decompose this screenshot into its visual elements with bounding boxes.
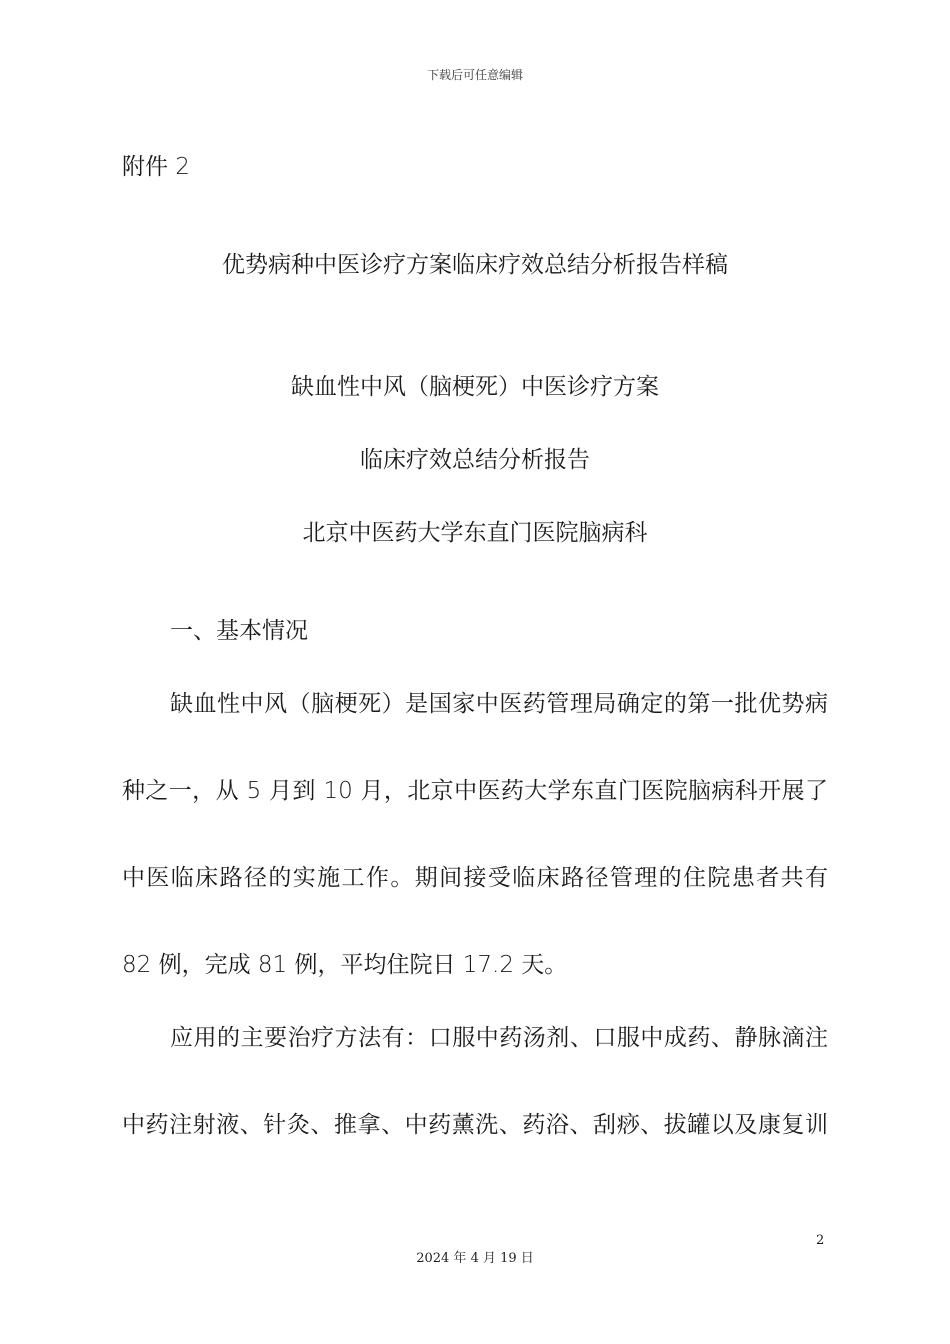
subtitle-line-3: 北京中医药大学东直门医院脑病科 (302, 520, 648, 546)
paragraph-1-line-1: 缺血性中风（脑梗死）是国家中医药管理局确定的第一批优势病 (170, 691, 828, 717)
paragraph-2-line-2: 中药注射液、针灸、推拿、中药薰洗、药浴、刮痧、拔罐以及康复训 (122, 1112, 828, 1138)
paragraph-1-line-2: 种之一，从 5 月到 10 月，北京中医药大学东直门医院脑病科开展了 (122, 778, 828, 804)
subtitle-line-1: 缺血性中风（脑梗死）中医诊疗方案 (291, 374, 659, 400)
attachment-label: 附件 2 (122, 154, 190, 180)
paragraph-1-line-3: 中医临床路径的实施工作。期间接受临床路径管理的住院患者共有 (122, 865, 828, 891)
subtitle-line-2: 临床疗效总结分析报告 (360, 447, 590, 473)
paragraph-1-line-4: 82 例，完成 81 例，平均住院日 17.2 天。 (122, 952, 568, 978)
main-title: 优势病种中医诊疗方案临床疗效总结分析报告样稿 (222, 252, 728, 278)
page-header: 下载后可任意编辑 (426, 68, 523, 82)
paragraph-2-line-1: 应用的主要治疗方法有：口服中药汤剂、口服中成药、静脉滴注 (170, 1025, 828, 1051)
footer-date: 2024 年 4 月 19 日 (416, 1251, 534, 1266)
section-heading: 一、基本情况 (170, 618, 308, 644)
page-number: 2 (816, 1233, 825, 1248)
